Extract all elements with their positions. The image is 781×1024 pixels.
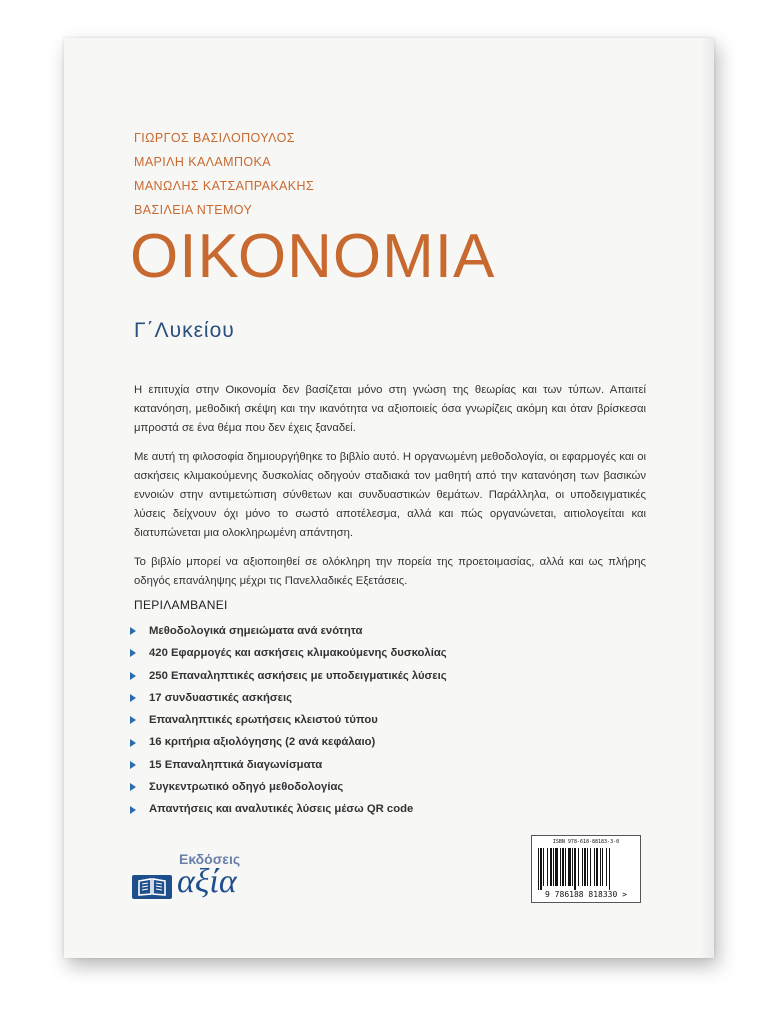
book-back-cover: [64, 38, 714, 958]
arrow-bullet-icon: [130, 716, 136, 724]
list-item: [130, 620, 447, 642]
open-book-icon: [132, 875, 172, 899]
list-item: [130, 776, 447, 798]
list-item-label: Επαναληπτικές ερωτήσεις κλειστού τύπου: [149, 714, 378, 727]
author-name: ΒΑΣΙΛΕΙΑ ΝΤΕΜΟΥ: [134, 203, 253, 217]
arrow-bullet-icon: [130, 761, 136, 769]
arrow-bullet-icon: [130, 806, 136, 814]
list-item-label: Απαντήσεις και αναλυτικές λύσεις μέσω QR code: [149, 803, 414, 816]
arrow-bullet-icon: [130, 739, 136, 747]
list-item-label: Μεθοδολογικά σημειώματα ανά ενότητα: [149, 625, 363, 637]
list-item-label: 250 Επαναληπτικές ασκήσεις με υποδειγματικές λύσεις: [149, 669, 447, 682]
description-paragraph: Με αυτή τη φιλοσοφία δημιουργήθηκε το βιβλίο αυτό. Η οργανωμένη μεθοδολογία, οι εφαρμογές και οι ασκήσεις κλιμακούμενης δυσκολίας οδηγούν σταδιακά τον μαθητή από την κατανόηση των βασικών εννοιών στην αντιμετώπιση σύνθετων και συνδυαστικών θεμάτων. Παράλληλα, οι υποδειγματικές λύσεις δείχνουν όχι μόνο το σωστό αποτέλεσμα, αλλά και πώς οργανώνεται, αιτιολογείται και διατυπώνεται μια ολοκληρωμένη απάντηση.: [134, 450, 646, 540]
includes-list: [130, 620, 447, 821]
list-item: [130, 665, 447, 687]
author-list: [134, 126, 314, 222]
arrow-bullet-icon: [130, 672, 136, 680]
list-item-label: 420 Εφαρμογές και ασκήσεις κλιμακούμενης δυσκολίας: [149, 647, 447, 660]
list-item: [130, 798, 447, 820]
list-item: [130, 709, 447, 731]
author-name: ΜΑΝΩΛΗΣ ΚΑΤΣΑΠΡΑΚΑΚΗΣ: [134, 179, 315, 193]
list-item-label: 15 Επαναληπτικά διαγωνίσματα: [149, 758, 323, 771]
arrow-bullet-icon: [130, 649, 136, 657]
barcode-bars: [538, 848, 634, 890]
list-item-label: Συγκεντρωτικό οδηγό μεθοδολογίας: [149, 781, 344, 794]
publisher-logo: [130, 851, 260, 901]
list-item: [130, 642, 447, 664]
list-item: [130, 687, 447, 709]
isbn-text: ISBN 978-618-88183-3-0: [552, 839, 620, 845]
description: [134, 381, 646, 600]
list-item: [130, 731, 447, 753]
list-item-label: 17 συνδυαστικές ασκήσεις: [149, 691, 292, 704]
arrow-bullet-icon: [130, 627, 136, 635]
list-item: [130, 754, 447, 776]
description-paragraph: Το βιβλίο μπορεί να αξιοποιηθεί σε ολόκληρη την πορεία της προετοιμασίας, αλλά και ως πλήρης οδηγός επανάληψης μέχρι τις Πανελλαδικές Εξετάσεις.: [134, 555, 646, 587]
author-name: ΓΙΩΡΓΟΣ ΒΑΣΙΛΟΠΟΥΛΟΣ: [134, 131, 295, 145]
includes-heading: ΠΕΡΙΛΑΜΒΑΝΕΙ: [134, 598, 228, 612]
description-paragraph: Η επιτυχία στην Οικονομία δεν βασίζεται μόνο στη γνώση της θεωρίας και των τύπων. Απαιτεί κατανόηση, μεθοδική σκέψη και την ικανότητα να αξιοποιείς όσα γνωρίζεις ακόμη και όταν βρίσκεσαι μπροστά σε ένα θέμα που δεν έχεις ξαναδεί.: [134, 384, 646, 435]
barcode-digits: 9 786188 818330 >: [545, 890, 627, 899]
publisher-label: Εκδόσεις: [179, 851, 241, 867]
arrow-bullet-icon: [130, 694, 136, 702]
arrow-bullet-icon: [130, 783, 136, 791]
book-title: ΟΙΚΟΝΟΜΙΑ: [130, 222, 496, 291]
isbn-barcode: [531, 835, 641, 903]
list-item-label: 16 κριτήρια αξιολόγησης (2 ανά κεφάλαιο): [149, 736, 376, 749]
publisher-name: αξία: [177, 863, 237, 900]
author-name: ΜΑΡΙΛΗ ΚΑΛΑΜΠΟΚΑ: [134, 155, 272, 169]
book-subtitle: Γ΄Λυκείου: [134, 319, 235, 342]
